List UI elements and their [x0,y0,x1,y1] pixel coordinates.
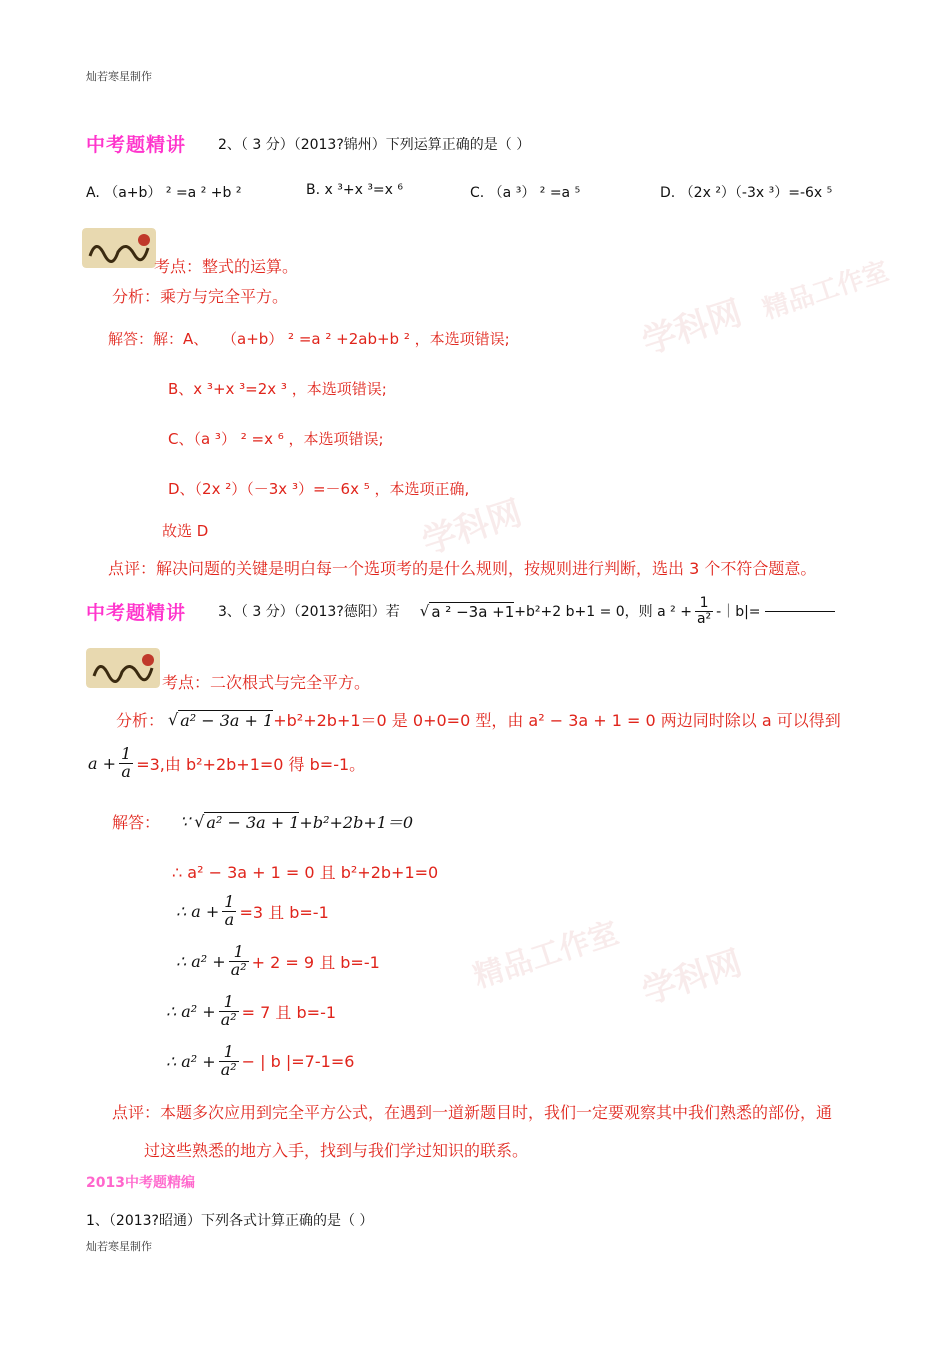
frac-denominator: a² [220,1009,237,1029]
jieda-line-d: D、（2x ²）（－3x ³）=－6x ⁵ ，本选项正确, [168,480,470,498]
jieda-line-a: （a+b） ² =a ² +2ab+b ² ，本选项错误; [222,330,510,348]
step-1: ∴ a² − 3a + 1 = 0 且 b²+2b+1=0 [172,863,439,882]
frac-denominator: a [121,761,131,781]
fenxi-line2-pre: a + [88,753,117,773]
frac-numerator: 1 [229,944,249,962]
kaodian: 考点：二次根式与完全平方。 [162,673,371,692]
fenxi-radicand: a² − 3a + 1 [180,710,274,730]
frac-numerator: 1 [695,596,713,612]
stem-prefix: 3、（ 3 分）（2013?德阳）若 [218,604,400,621]
step-5-pre: ∴ a² + [166,1051,216,1071]
fraction [219,1044,239,1079]
page-header: 灿若寒星制作 [86,70,152,83]
fraction [119,746,133,781]
frac-numerator: 1 [219,1044,239,1062]
dianping: 点评：解决问题的关键是明白每一个选项考的是什么规则，按规则进行判断，选出 3 个不符合题意。 [108,559,817,578]
step-3 [176,944,380,979]
stem-tail: -｜b|= [716,604,761,621]
answer: 故选 D [162,522,209,540]
step-4 [166,994,336,1029]
radical-sign: √ [168,710,179,729]
watermark-studio: 精品工作室 [469,915,623,996]
radical-sign: √ [419,602,430,621]
jieda-label: 解答：解：A、 [108,330,209,348]
stem-mid: +b²+2 b+1 = 0，则 a ² + [514,604,692,621]
answer-blank [765,611,835,612]
watermark-studio: 精品工作室 [759,256,893,326]
question-stem: 2、（ 3 分）（2013?锦州）下列运算正确的是（ ） [218,137,531,153]
radical-sign: √ [194,812,205,831]
frac-numerator: 1 [224,892,235,911]
stem-fraction [695,596,713,626]
frac-numerator: 1 [121,744,132,763]
frac-denominator: a² [230,959,247,979]
dianping-line-1: 点评：本题多次应用到完全平方公式，在遇到一道新题目时，我们一定要观察其中我们熟悉的部份，通 [112,1103,833,1122]
frac-denominator: a [224,909,235,929]
fenxi-line2 [88,746,365,781]
fenxi [116,708,841,731]
stem-radicand: a ² −3a +1 [431,602,515,621]
step-5 [166,1044,354,1079]
option-c: C. （a ³） ² =a ⁵ [470,185,581,201]
step-2 [176,894,329,929]
step-2-post: =3 且 b=-1 [239,902,329,922]
section-tag: 中考题精讲 [86,602,187,624]
watermark-brand: 学科网 [637,293,747,363]
watermark-brand: 学科网 [637,943,747,1013]
dianshi-logo-icon [82,228,156,268]
jieda-first-line [112,810,413,833]
jieda-radicand: a² − 3a + 1 [206,812,300,832]
frac-denominator: a² [220,1059,237,1079]
fraction [219,994,239,1029]
frac-numerator: 1 [219,994,239,1012]
section-title: 2013中考题精编 [86,1175,195,1191]
jieda-label: 解答： [112,813,161,832]
page-footer: 灿若寒星制作 [86,1240,152,1253]
question-stem [218,596,835,626]
dianshi-logo-icon [86,648,160,688]
fenxi: 分析：乘方与完全平方。 [112,287,289,306]
step-3-pre: ∴ a² + [176,951,226,971]
fraction [222,894,236,929]
fenxi-rest: +b²+2b+1＝0 是 0+0=0 型，由 a² − 3a + 1 = 0 两边同时除以 a 可以得到 [273,711,841,730]
question-stem: 1、（2013?昭通）下列各式计算正确的是（ ） [86,1213,374,1229]
kaodian: 考点：整式的运算。 [154,257,299,276]
option-a: A. （a+b） ² =a ² +b ² [86,185,242,201]
watermark-brand: 学科网 [417,493,527,563]
dianping-line-2: 过这些熟悉的地方入手，找到与我们学过知识的联系。 [144,1141,529,1160]
because-symbol: ∵ [180,812,191,831]
jieda-line-c: C、（a ³） ² =x ⁶ ，本选项错误; [168,430,384,448]
step-3-post: + 2 = 9 且 b=-1 [251,952,380,972]
section-tag: 中考题精讲 [86,134,187,156]
fenxi-label: 分析： [116,711,165,730]
jieda-rest: +b²+2b+1＝0 [299,813,414,832]
fenxi-line2-post: =3,由 b²+2b+1=0 得 b=-1。 [136,754,366,774]
option-d: D. （2x ²）（-3x ³）=-6x ⁵ [660,185,833,201]
step-4-post: = 7 且 b=-1 [241,1002,337,1022]
step-2-pre: ∴ a + [176,901,220,921]
step-4-pre: ∴ a² + [166,1001,216,1021]
option-b: B. x ³+x ³=x ⁶ [306,182,404,198]
frac-denominator: a² [696,610,712,627]
step-5-post: − | b |=7-1=6 [241,1051,355,1071]
jieda-line-b: B、x ³+x ³=2x ³ ，本选项错误; [168,380,387,398]
fraction [229,944,249,979]
